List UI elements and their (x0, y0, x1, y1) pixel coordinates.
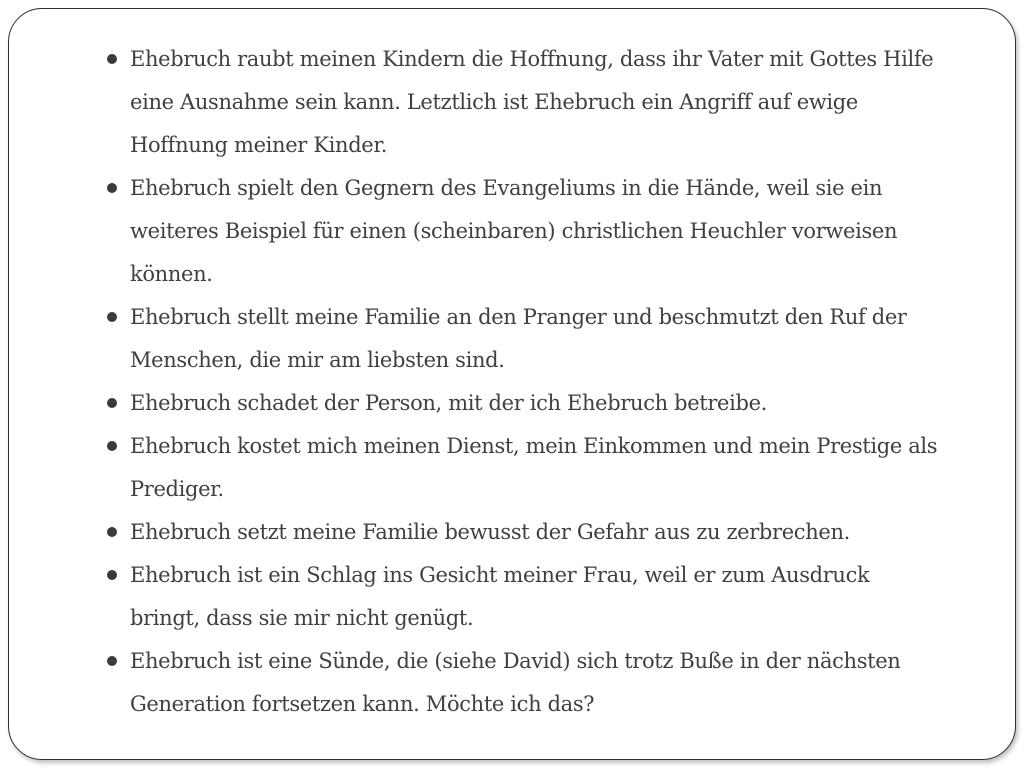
bullet-icon (107, 54, 117, 64)
slide-frame (8, 8, 1016, 760)
bullet-text: Ehebruch ist eine Sünde, die (siehe David) sich trotz Buße in der nächsten Generation fortsetzen kann. Möchte ich das? (130, 649, 901, 716)
list-item (105, 167, 945, 296)
list-item (105, 425, 945, 511)
bullet-text: Ehebruch raubt meinen Kindern die Hoffnung, dass ihr Vater mit Gottes Hilfe eine Ausnahme sein kann. Letztlich ist Ehebruch ein Angriff auf ewige Hoffnung meiner Kinder. (130, 47, 934, 157)
list-item (105, 296, 945, 382)
list-item (105, 511, 945, 554)
bullet-list (105, 38, 945, 726)
bullet-icon (107, 398, 117, 408)
bullet-text: Ehebruch stellt meine Familie an den Pranger und beschmutzt den Ruf der Menschen, die mir am liebsten sind. (130, 305, 907, 372)
bullet-icon (107, 527, 117, 537)
bullet-text: Ehebruch spielt den Gegnern des Evangeliums in die Hände, weil sie ein weiteres Beispiel für einen (scheinbaren) christlichen Heuchler vorweisen können. (130, 176, 898, 286)
bullet-text: Ehebruch kostet mich meinen Dienst, mein Einkommen und mein Prestige als Prediger. (130, 434, 938, 501)
list-item (105, 554, 945, 640)
bullet-icon (107, 656, 117, 666)
bullet-icon (107, 441, 117, 451)
list-item (105, 38, 945, 167)
bullet-icon (107, 183, 117, 193)
bullet-text: Ehebruch setzt meine Familie bewusst der Gefahr aus zu zerbrechen. (130, 520, 850, 544)
list-item (105, 640, 945, 726)
bullet-icon (107, 312, 117, 322)
bullet-text: Ehebruch schadet der Person, mit der ich Ehebruch betreibe. (130, 391, 767, 415)
bullet-icon (107, 570, 117, 580)
list-item (105, 382, 945, 425)
bullet-text: Ehebruch ist ein Schlag ins Gesicht meiner Frau, weil er zum Ausdruck bringt, dass sie mir nicht genügt. (130, 563, 870, 630)
